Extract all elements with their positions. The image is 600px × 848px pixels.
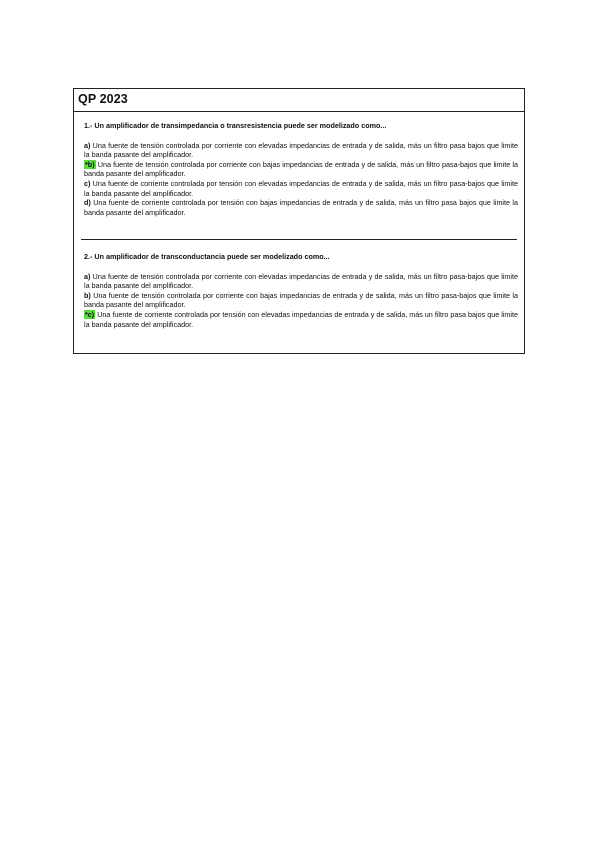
option-text: Una fuente de corriente controlada por tensión con bajas impedancias de entrada y de salida, más un filtro pasa bajos que limite la banda pasante del amplificador. xyxy=(84,198,519,217)
option-text: Una fuente de corriente controlada por tensión con elevadas impedancias de entrada y de salida, más un filtro pasa bajos que limite la banda pasante del amplificador. xyxy=(84,309,519,329)
question-2-heading: 2.- Un amplificador de transconductancia puede ser modelizado como... xyxy=(84,252,330,261)
exam-box xyxy=(73,88,525,354)
option-text: Una fuente de tensión controlada por corriente con bajas impedancias de entrada y de salida, más un filtro pasa-bajos que limite la banda pasante del amplificador. xyxy=(84,159,518,179)
option-item xyxy=(84,160,518,179)
option-text: Una fuente de tensión controlada por corriente con elevadas impedancias de entrada y de salida, más un filtro pasa bajos que limite la banda pasante del amplificador. xyxy=(84,140,519,160)
title-divider xyxy=(74,111,524,112)
option-letter: b) xyxy=(84,290,91,300)
option-text: Una fuente de tensión controlada por corriente con bajas impedancias de entrada y de salida, más un filtro pasa-bajos que limite la banda pasante del amplificador. xyxy=(84,290,518,310)
question-1-heading: 1.- Un amplificador de transimpedancia o transresistencia puede ser modelizado como... xyxy=(84,121,387,130)
option-item xyxy=(84,310,518,329)
option-item xyxy=(84,198,518,217)
option-letter: d) xyxy=(84,198,91,208)
question-1-options xyxy=(84,141,518,218)
question-divider xyxy=(81,239,517,240)
option-item xyxy=(84,179,518,198)
option-letter: a) xyxy=(84,140,91,150)
question-1 xyxy=(84,121,518,217)
option-text: Una fuente de tensión controlada por corriente con elevadas impedancias de entrada y de salida, más un filtro pasa-bajos que limite la banda pasante del amplificador. xyxy=(84,271,518,291)
option-item xyxy=(84,141,518,160)
answer-highlight: *b) xyxy=(85,159,95,169)
answer-highlight: *c) xyxy=(85,309,95,319)
question-2-options xyxy=(84,272,518,330)
option-text: Una fuente de corriente controlada por tensión con elevadas impedancias de entrada y de salida, más un filtro pasa-bajos que limite la banda pasante del amplificador. xyxy=(84,178,518,198)
document-title: QP 2023 xyxy=(78,92,128,106)
option-item xyxy=(84,291,518,310)
question-2 xyxy=(84,252,518,329)
option-item xyxy=(84,272,518,291)
option-letter: a) xyxy=(84,271,91,281)
option-letter: c) xyxy=(84,178,91,188)
